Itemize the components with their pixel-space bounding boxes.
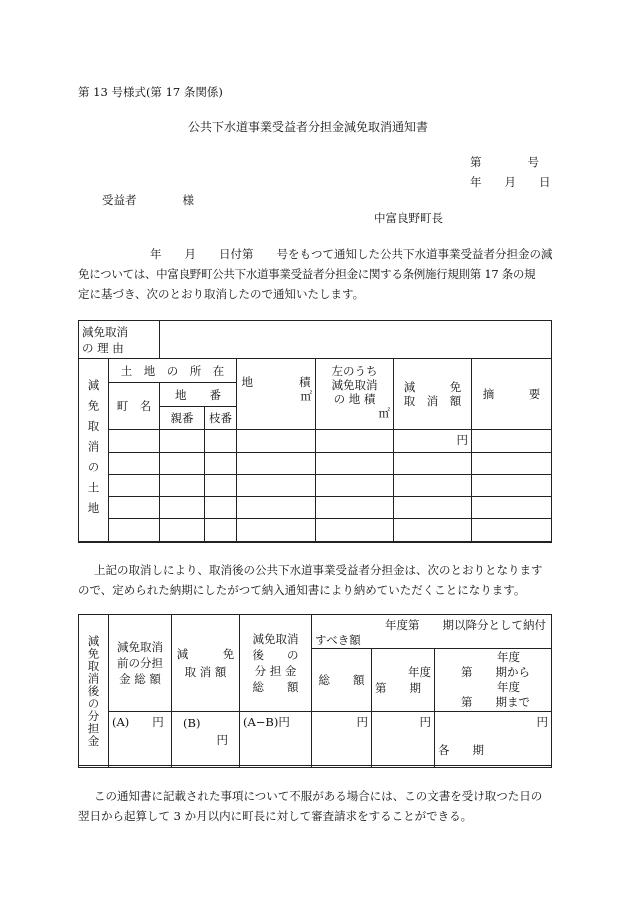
document-number: 第 号 <box>470 155 539 169</box>
amount-unit: 円 <box>394 430 472 453</box>
post-total-header: 減免取消 後 の 分 担 金 総 額 <box>240 615 312 712</box>
reason-label: 減免取消 の 理 由 <box>79 321 160 359</box>
charge-table <box>78 614 552 768</box>
first-period-value[interactable]: 円 <box>372 712 435 768</box>
land-row <box>79 453 552 475</box>
cancel-amount-value[interactable]: (B) 円 <box>172 712 240 768</box>
land-side-label: 減免取消の土地 <box>79 359 109 543</box>
pre-total-header: 減免取消 前の分担 金 総 額 <box>109 615 172 712</box>
branch-lot-header: 枝番 <box>205 407 237 430</box>
land-table <box>78 320 552 543</box>
parent-lot-header: 親番 <box>160 407 205 430</box>
middle-line-1: 上記の取消しにより、取消後の公共下水道事業受益者分担金は、次のとおりとなります <box>94 563 543 577</box>
document-title: 公共下水道事業受益者分担金減免取消通知書 <box>188 120 429 134</box>
area-header: 地 積 ㎡ <box>237 359 316 430</box>
charge-side-label: 減免取消後の分担金 <box>79 615 109 768</box>
middle-line-2: ので、定められた納期にしたがつて納入通知書により納めていただくことになります。 <box>78 583 526 597</box>
document-date: 年 月 日 <box>470 175 551 189</box>
pre-total-value[interactable]: (A) 円 <box>109 712 172 768</box>
cancel-amount-header: 減 免 取 消 額 <box>394 359 472 430</box>
addressee: 受益者 様 <box>102 193 194 207</box>
cancel-area-header: 左のうち 減免取消 の 地 積 ㎡ <box>316 359 394 430</box>
footer-line-2: 翌日から起算して 3 か月以内に町長に対して審査請求をすることができる。 <box>78 809 473 823</box>
amount-row <box>79 712 552 768</box>
land-row <box>79 430 552 453</box>
land-row <box>79 475 552 497</box>
period-range-header: 年度 第 期から 年度 第 期まで <box>435 649 552 712</box>
town-header: 町 名 <box>109 383 160 430</box>
location-header: 土 地 の 所 在 <box>109 359 237 383</box>
form-number: 第 13 号様式(第 17 条関係) <box>78 85 223 99</box>
intro-line-3: 定に基づき、次のとおり取消したので通知いたします。 <box>78 287 365 301</box>
due-total-value[interactable]: 円 <box>312 712 372 768</box>
lot-header: 地 番 <box>160 383 237 407</box>
remarks-header: 摘 要 <box>472 359 552 430</box>
reduction-cancel-table <box>78 320 552 542</box>
land-row <box>79 497 552 519</box>
intro-line-2: 免については、中富良野町公共下水道事業受益者分担金に関する条例施行規則第 17 条の規 <box>78 267 536 281</box>
post-total-value[interactable]: (A−B)円 <box>240 712 312 768</box>
intro-line-1: 年 月 日付第 号をもつて通知した公共下水道事業受益者分担金の減 <box>150 247 553 261</box>
cancel-amount-header: 減 免 取 消 額 <box>172 615 240 712</box>
footer-line-1: この通知書に記載された事項について不服がある場合には、この文書を受け取つた日の <box>94 789 543 803</box>
land-row <box>79 519 552 543</box>
due-header: 年度第 期以降分として納付 すべき額 <box>312 615 552 649</box>
total-header: 総 額 <box>312 649 372 712</box>
post-cancel-charge-table <box>78 614 552 766</box>
issuer: 中富良野町長 <box>374 211 443 225</box>
each-period-value[interactable]: 円 各 期 <box>435 712 552 768</box>
reason-cell[interactable] <box>160 321 552 359</box>
first-period-header: 年度 第 期 <box>372 649 435 712</box>
